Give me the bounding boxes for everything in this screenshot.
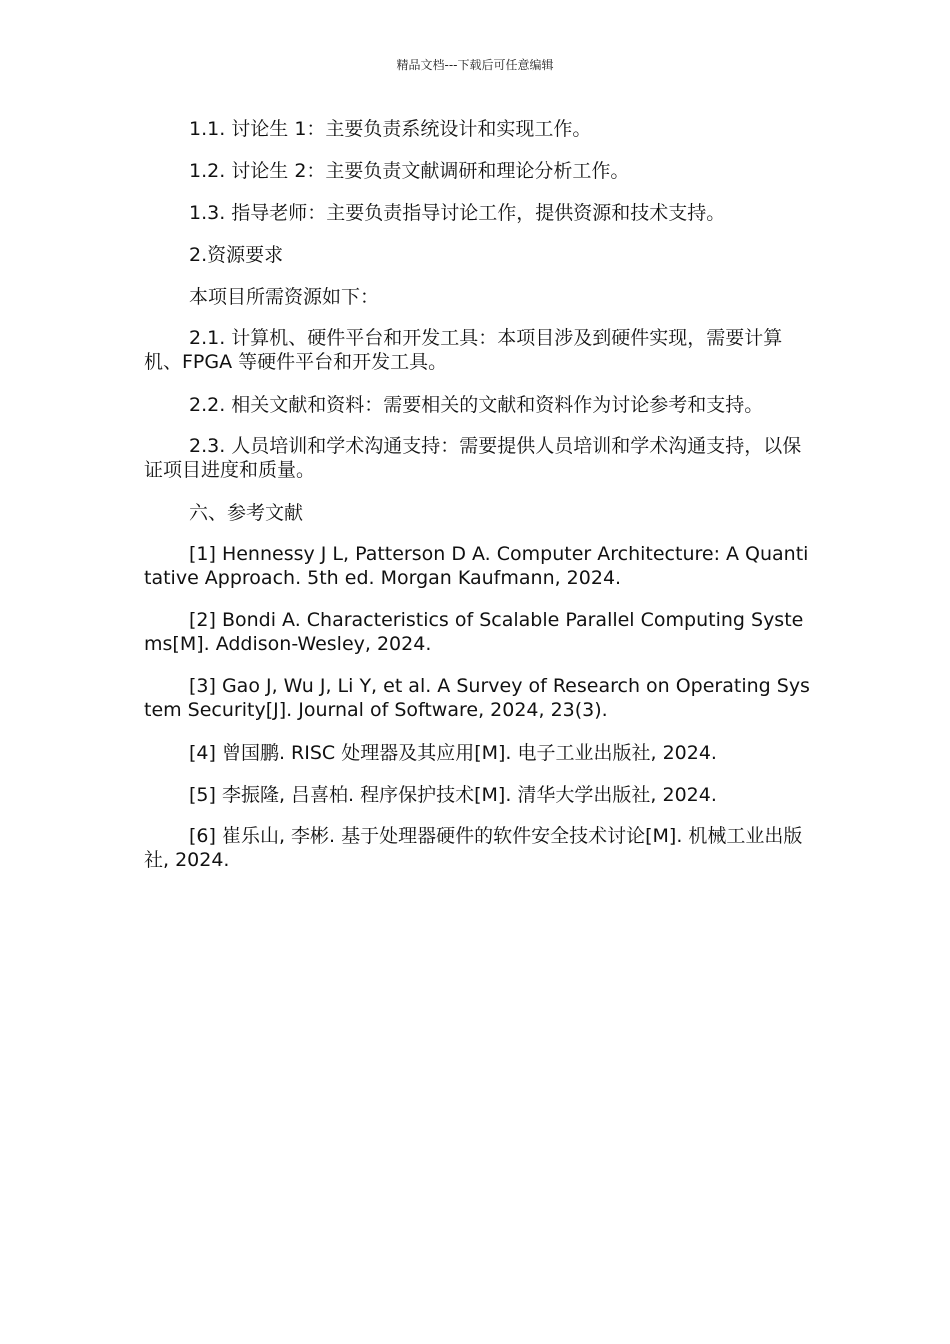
paragraph-member-2: 1.2. 讨论生 2：主要负责文献调研和理论分析工作。 (189, 160, 630, 182)
document-body (144, 116, 812, 890)
page-header: 精品文档---下载后可任意编辑 (396, 58, 554, 72)
paragraph-resource-training: 2.3. 人员培训和学术沟通支持：需要提供人员培训和学术沟通支持，以保证项目进度和质量。 (144, 435, 802, 481)
reference-item-6: [6] 崔乐山, 李彬. 基于处理器硬件的软件安全技术讨论[M]. 机械工业出版社, 2024. (144, 825, 803, 871)
reference-item-3: [3] Gao J, Wu J, Li Y, et al. A Survey of Research on Operating System Security[J]. Journal of Software, 2024, 23(3). (144, 675, 810, 721)
paragraph-resource-literature: 2.2. 相关文献和资料：需要相关的文献和资料作为讨论参考和支持。 (189, 394, 764, 416)
reference-item-2: [2] Bondi A. Characteristics of Scalable Parallel Computing Systems[M]. Addison-Wesley, 2024. (144, 609, 804, 655)
section-heading-resources: 2.资源要求 (189, 244, 284, 266)
reference-item-4: [4] 曾国鹏. RISC 处理器及其应用[M]. 电子工业出版社, 2024. (189, 742, 717, 764)
paragraph-resource-hardware: 2.1. 计算机、硬件平台和开发工具：本项目涉及到硬件实现，需要计算机、FPGA 等硬件平台和开发工具。 (144, 327, 783, 373)
paragraph-advisor: 1.3. 指导老师：主要负责指导讨论工作，提供资源和技术支持。 (189, 202, 726, 224)
paragraph-resources-intro: 本项目所需资源如下： (189, 286, 380, 308)
reference-item-1: [1] Hennessy J L, Patterson D A. Computer Architecture: A Quantitative Approach. 5th ed. Morgan Kaufmann, 2024. (144, 543, 809, 589)
reference-item-5: [5] 李振隆, 吕喜柏. 程序保护技术[M]. 清华大学出版社, 2024. (189, 784, 717, 806)
paragraph-member-1: 1.1. 讨论生 1：主要负责系统设计和实现工作。 (189, 118, 592, 140)
section-heading-references: 六、参考文献 (189, 502, 304, 524)
